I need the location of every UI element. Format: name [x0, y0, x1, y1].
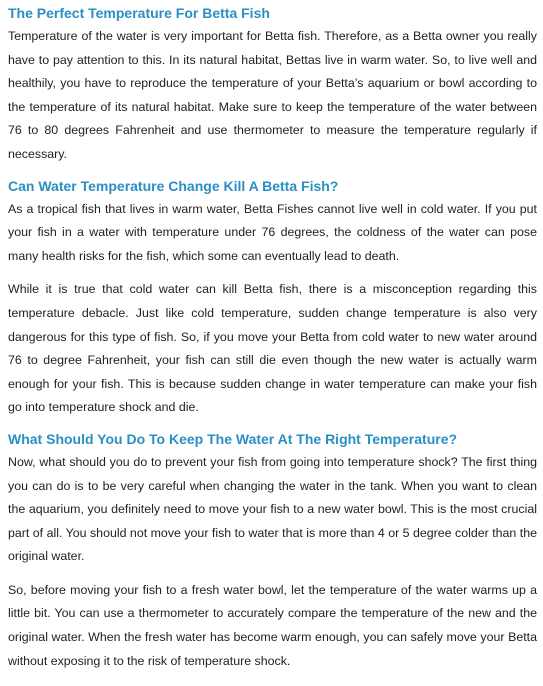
section-heading: Can Water Temperature Change Kill A Betta Fish?: [8, 177, 339, 194]
paragraph: So, before moving your fish to a fresh water bowl, let the temperature of the water warms up a little bit. You can use a thermometer to accurately compare the temperature of the new and the original water. When the fresh water has become warm enough, you can safely move your Betta without exposing it to the risk of temperature shock.: [8, 582, 537, 668]
section-keep-right-temperature: [8, 430, 537, 673]
paragraph: Now, what should you do to prevent your fish from going into temperature shock? The first thing you can do is to be very careful when changing the water in the tank. When you want to clean the aquarium, you definitely need to move your fish to a new water bowl. This is the most crucial part of all. You should not move your fish to water that is more than 4 or 5 degree colder than the original water.: [8, 454, 537, 564]
section-heading: What Should You Do To Keep The Water At The Right Temperature?: [8, 430, 458, 447]
paragraph: While it is true that cold water can kill Betta fish, there is a misconception regarding this temperature debacle. Just like cold temperature, sudden change temperature is also very dangerous for this type of fish. So, if you move your Betta from cold water to new water around 76 to degree Fahrenheit, your fish can still die even though the new water is actually warm enough for your fish. This is because sudden change in water temperature can make your fish go into temperature shock and die.: [8, 282, 537, 415]
section-temperature-change: [8, 177, 537, 420]
paragraph: As a tropical fish that lives in warm water, Betta Fishes cannot live well in cold water. If you put your fish in a water with temperature under 76 degrees, the coldness of the water can pose many health risks for the fish, which some can eventually lead to death.: [8, 201, 537, 263]
paragraph: Temperature of the water is very important for Betta fish. Therefore, as a Betta owner you really have to pay attention to this. In its natural habitat, Bettas live in warm water. So, to live well and healthily, you have to reproduce the temperature of your Betta’s aquarium or bowl according to the temperature of its natural habitat. Make sure to keep the temperature of the water between 76 to 80 degrees Fahrenheit and use thermometer to measure the temperature regularly if necessary.: [8, 29, 537, 161]
section-perfect-temperature: [8, 4, 537, 167]
section-heading: The Perfect Temperature For Betta Fish: [8, 5, 270, 21]
